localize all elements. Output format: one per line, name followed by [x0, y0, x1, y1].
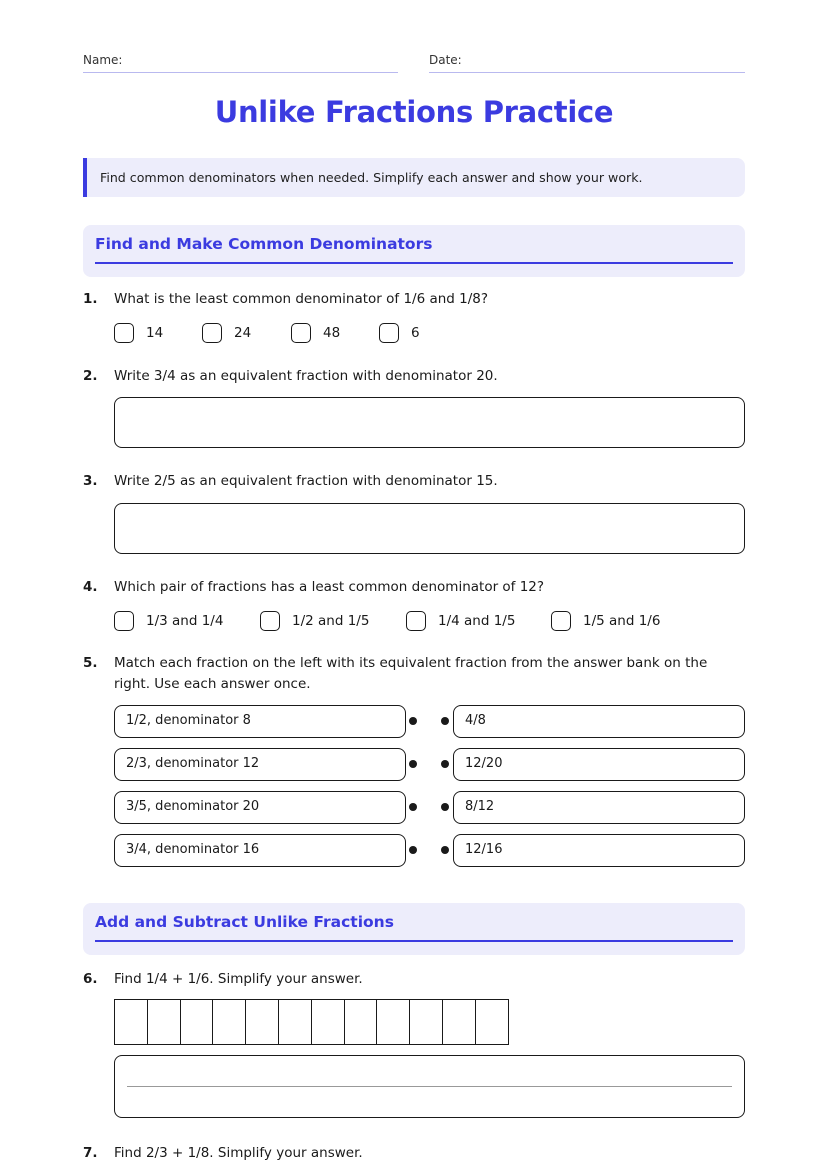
answer-option[interactable]	[114, 321, 163, 345]
answer-option[interactable]	[379, 321, 420, 345]
checkbox[interactable]	[114, 611, 134, 631]
question-number: 6.	[83, 971, 98, 987]
answer-option[interactable]	[551, 609, 660, 633]
checkbox[interactable]	[291, 323, 311, 343]
date-field-line[interactable]	[429, 72, 745, 73]
question-number: 3.	[83, 473, 98, 489]
section-header	[83, 225, 745, 277]
work-grid	[114, 999, 509, 1045]
match-dot-left[interactable]	[409, 760, 417, 768]
option-label: 48	[323, 325, 341, 341]
grid-cell[interactable]	[344, 999, 378, 1045]
date-label: Date:	[429, 53, 462, 67]
grid-cell[interactable]	[376, 999, 410, 1045]
match-dot-left[interactable]	[409, 717, 417, 725]
section-divider	[95, 262, 733, 264]
section-title: Find and Make Common Denominators	[95, 235, 433, 253]
section-divider	[95, 940, 733, 942]
name-label: Name:	[83, 53, 123, 67]
writing-line	[127, 1086, 732, 1087]
option-label: 6	[411, 325, 420, 341]
match-left-item: 1/2, denominator 8	[114, 705, 406, 738]
grid-cell[interactable]	[212, 999, 246, 1045]
question-text: Find 1/4 + 1/6. Simplify your answer.	[114, 971, 363, 987]
match-right-item: 12/16	[453, 834, 745, 867]
answer-option[interactable]	[260, 609, 369, 633]
option-label: 1/4 and 1/5	[438, 613, 516, 629]
option-label: 1/2 and 1/5	[292, 613, 370, 629]
option-label: 14	[146, 325, 164, 341]
checkbox[interactable]	[260, 611, 280, 631]
instructions-callout: Find common denominators when needed. Simplify each answer and show your work.	[83, 158, 745, 197]
match-dot-left[interactable]	[409, 803, 417, 811]
answer-box[interactable]	[114, 397, 745, 448]
name-field-line[interactable]	[83, 72, 398, 73]
match-dot-right[interactable]	[441, 803, 449, 811]
grid-cell[interactable]	[311, 999, 345, 1045]
grid-cell[interactable]	[475, 999, 509, 1045]
grid-cell[interactable]	[147, 999, 181, 1045]
answer-box[interactable]	[114, 1055, 745, 1118]
answer-option[interactable]	[202, 321, 251, 345]
question-number: 2.	[83, 368, 98, 384]
grid-cell[interactable]	[409, 999, 443, 1045]
question-number: 1.	[83, 291, 98, 307]
checkbox[interactable]	[114, 323, 134, 343]
section-title: Add and Subtract Unlike Fractions	[95, 913, 394, 931]
option-label: 1/5 and 1/6	[583, 613, 661, 629]
question-text: Find 2/3 + 1/8. Simplify your answer.	[114, 1145, 363, 1161]
question-text: Write 2/5 as an equivalent fraction with denominator 15.	[114, 473, 498, 489]
grid-cell[interactable]	[114, 999, 148, 1045]
match-dot-right[interactable]	[441, 760, 449, 768]
section-header	[83, 903, 745, 955]
answer-option[interactable]	[406, 609, 515, 633]
question-text: What is the least common denominator of 1/6 and 1/8?	[114, 291, 489, 307]
question-number: 5.	[83, 655, 98, 671]
match-dot-left[interactable]	[409, 846, 417, 854]
match-right-item: 4/8	[453, 705, 745, 738]
question-text: Match each fraction on the left with its equivalent fraction from the answer bank on the right. Use each answer once.	[114, 655, 708, 692]
grid-cell[interactable]	[278, 999, 312, 1045]
checkbox[interactable]	[379, 323, 399, 343]
question-number: 4.	[83, 579, 98, 595]
checkbox[interactable]	[551, 611, 571, 631]
answer-option[interactable]	[114, 609, 223, 633]
grid-cell[interactable]	[180, 999, 214, 1045]
question-number: 7.	[83, 1145, 98, 1161]
option-label: 1/3 and 1/4	[146, 613, 224, 629]
match-left-item: 3/5, denominator 20	[114, 791, 406, 824]
question-text: Which pair of fractions has a least common denominator of 12?	[114, 579, 545, 595]
answer-option[interactable]	[291, 321, 340, 345]
match-right-item: 8/12	[453, 791, 745, 824]
option-label: 24	[234, 325, 252, 341]
match-left-item: 3/4, denominator 16	[114, 834, 406, 867]
match-dot-right[interactable]	[441, 846, 449, 854]
question-text: Write 3/4 as an equivalent fraction with denominator 20.	[114, 368, 498, 384]
grid-cell[interactable]	[442, 999, 476, 1045]
match-left-item: 2/3, denominator 12	[114, 748, 406, 781]
grid-cell[interactable]	[245, 999, 279, 1045]
page-title: Unlike Fractions Practice	[214, 95, 614, 129]
match-right-item: 12/20	[453, 748, 745, 781]
checkbox[interactable]	[202, 323, 222, 343]
match-dot-right[interactable]	[441, 717, 449, 725]
answer-box[interactable]	[114, 503, 745, 554]
checkbox[interactable]	[406, 611, 426, 631]
